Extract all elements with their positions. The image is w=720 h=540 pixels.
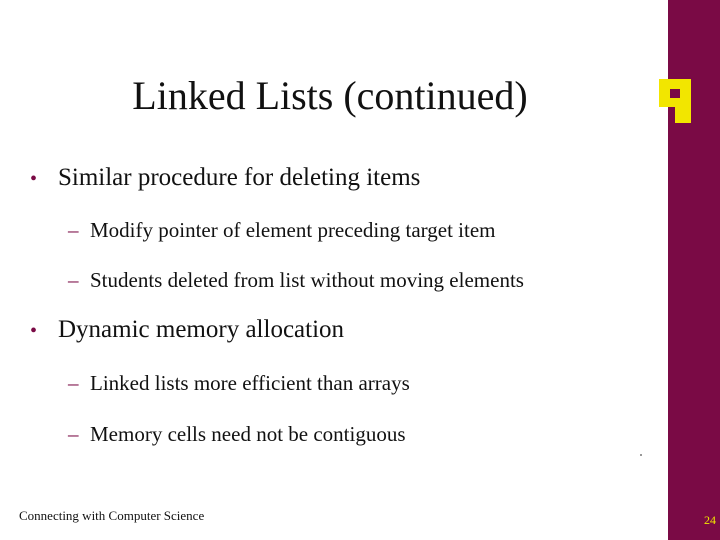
sub-bullet-item (68, 421, 406, 447)
bullet-marker: • (30, 168, 38, 190)
sub-bullet-marker: – (68, 422, 79, 446)
bullet-marker: • (30, 320, 38, 342)
sub-bullet-text: Linked lists more efficient than arrays (90, 371, 410, 395)
page-number: 24 (704, 513, 716, 527)
sub-bullet-item (68, 267, 524, 293)
sub-bullet-text: Modify pointer of element preceding target item (90, 218, 496, 242)
bullet-text: Similar procedure for deleting items (58, 164, 421, 191)
sub-bullet-marker: – (68, 218, 79, 242)
sub-bullet-marker: – (68, 268, 79, 292)
sub-bullet-text: Students deleted from list without moving elements (90, 268, 524, 292)
bullet-item (30, 315, 344, 346)
footer-text: Connecting with Computer Science (19, 508, 205, 523)
sub-bullet-text: Memory cells need not be contiguous (90, 422, 406, 446)
stray-dot (640, 454, 642, 456)
bullet-text: Dynamic memory allocation (58, 316, 345, 343)
sub-bullet-marker: – (68, 371, 79, 395)
sub-bullet-item (68, 217, 495, 243)
slide-title: Linked Lists (continued) (132, 73, 528, 118)
bullet-item (30, 163, 420, 194)
chapter-9-badge-icon (653, 73, 697, 129)
sub-bullet-item (68, 370, 410, 396)
